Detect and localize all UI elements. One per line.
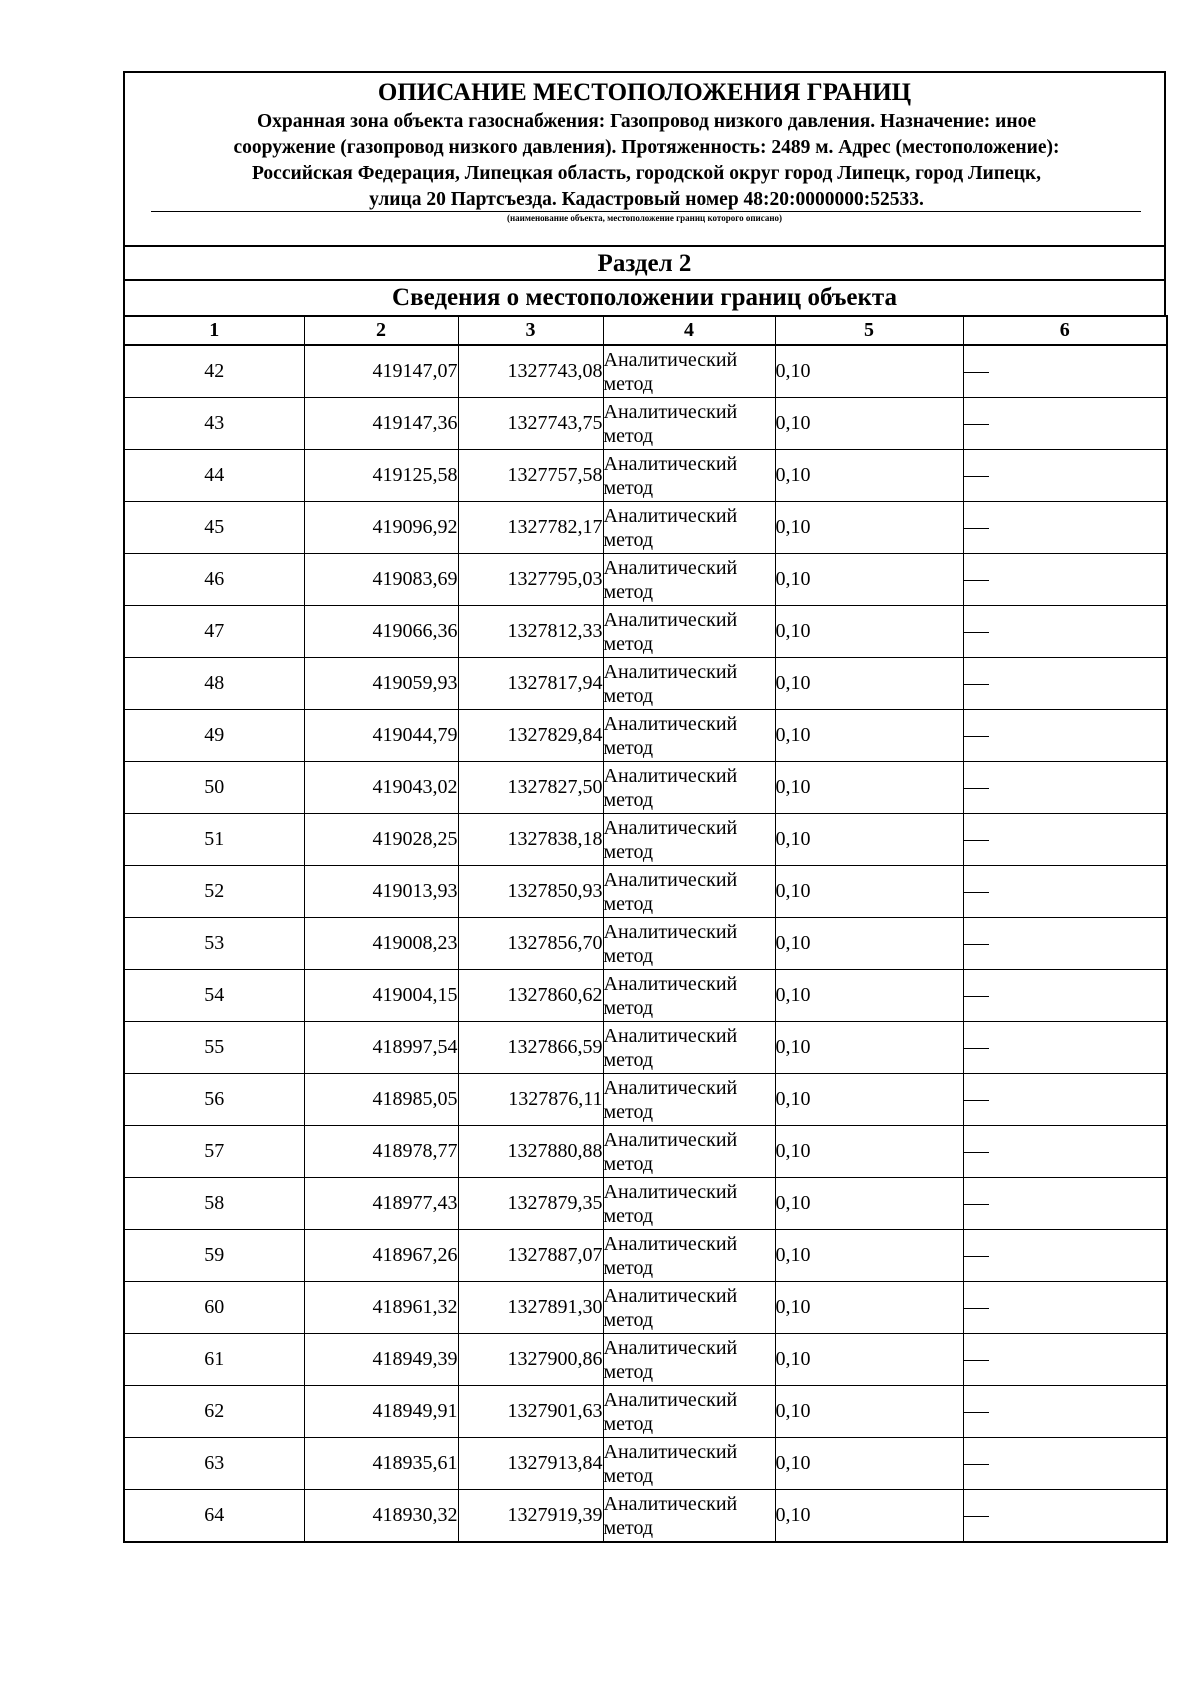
point-number-cell: 61 bbox=[124, 1334, 304, 1386]
table-row bbox=[124, 1126, 1167, 1178]
object-caption: (наименование объекта, местоположение границ которого описано) bbox=[506, 213, 783, 223]
description-cell bbox=[963, 1438, 1167, 1490]
x-coordinate-cell: 419044,79 bbox=[304, 710, 458, 762]
point-number-cell: 57 bbox=[124, 1126, 304, 1178]
object-description-line: Охранная зона объекта газоснабжения: Газопровод низкого давления. Назначение: иное bbox=[257, 111, 1036, 132]
empty-dash bbox=[964, 476, 989, 477]
point-number-cell: 46 bbox=[124, 554, 304, 606]
point-number-cell: 58 bbox=[124, 1178, 304, 1230]
method-cell: Аналитический метод bbox=[603, 1126, 775, 1178]
empty-dash bbox=[964, 1412, 989, 1413]
header-box bbox=[123, 71, 1166, 316]
x-coordinate-cell: 419083,69 bbox=[304, 554, 458, 606]
point-number-cell: 54 bbox=[124, 970, 304, 1022]
point-number-cell: 56 bbox=[124, 1074, 304, 1126]
empty-dash bbox=[964, 1048, 989, 1049]
description-cell bbox=[963, 710, 1167, 762]
point-number-cell: 59 bbox=[124, 1230, 304, 1282]
accuracy-cell: 0,10 bbox=[775, 398, 963, 450]
table-row bbox=[124, 1490, 1167, 1543]
x-coordinate-cell: 418997,54 bbox=[304, 1022, 458, 1074]
description-cell bbox=[963, 658, 1167, 710]
table-row bbox=[124, 762, 1167, 814]
accuracy-cell: 0,10 bbox=[775, 1074, 963, 1126]
description-cell bbox=[963, 606, 1167, 658]
table-row bbox=[124, 1178, 1167, 1230]
accuracy-cell: 0,10 bbox=[775, 710, 963, 762]
y-coordinate-cell: 1327743,75 bbox=[458, 398, 603, 450]
method-cell: Аналитический метод bbox=[603, 1230, 775, 1282]
accuracy-cell: 0,10 bbox=[775, 1178, 963, 1230]
method-cell: Аналитический метод bbox=[603, 606, 775, 658]
accuracy-cell: 0,10 bbox=[775, 762, 963, 814]
description-cell bbox=[963, 345, 1167, 398]
table-body bbox=[124, 345, 1167, 1542]
empty-dash bbox=[964, 528, 989, 529]
accuracy-cell: 0,10 bbox=[775, 1230, 963, 1282]
description-cell bbox=[963, 1074, 1167, 1126]
empty-dash bbox=[964, 580, 989, 581]
method-cell: Аналитический метод bbox=[603, 814, 775, 866]
description-cell bbox=[963, 970, 1167, 1022]
y-coordinate-cell: 1327866,59 bbox=[458, 1022, 603, 1074]
table-row bbox=[124, 502, 1167, 554]
empty-dash bbox=[964, 892, 989, 893]
method-cell: Аналитический метод bbox=[603, 866, 775, 918]
accuracy-cell: 0,10 bbox=[775, 502, 963, 554]
column-header: 4 bbox=[603, 316, 775, 345]
x-coordinate-cell: 419028,25 bbox=[304, 814, 458, 866]
table-row bbox=[124, 658, 1167, 710]
table-row bbox=[124, 606, 1167, 658]
underline-rule bbox=[151, 211, 1141, 212]
column-header: 3 bbox=[458, 316, 603, 345]
object-description-line: сооружение (газопровод низкого давления). Протяженность: 2489 м. Адрес (местоположение): bbox=[233, 137, 1060, 158]
x-coordinate-cell: 419008,23 bbox=[304, 918, 458, 970]
point-number-cell: 47 bbox=[124, 606, 304, 658]
method-cell: Аналитический метод bbox=[603, 918, 775, 970]
y-coordinate-cell: 1327887,07 bbox=[458, 1230, 603, 1282]
table-row bbox=[124, 1386, 1167, 1438]
table-row bbox=[124, 1022, 1167, 1074]
point-number-cell: 44 bbox=[124, 450, 304, 502]
x-coordinate-cell: 418930,32 bbox=[304, 1490, 458, 1543]
empty-dash bbox=[964, 1360, 989, 1361]
accuracy-cell: 0,10 bbox=[775, 1386, 963, 1438]
description-cell bbox=[963, 1230, 1167, 1282]
description-cell bbox=[963, 502, 1167, 554]
y-coordinate-cell: 1327913,84 bbox=[458, 1438, 603, 1490]
empty-dash bbox=[964, 788, 989, 789]
point-number-cell: 60 bbox=[124, 1282, 304, 1334]
method-cell: Аналитический метод bbox=[603, 1490, 775, 1543]
empty-dash bbox=[964, 1256, 989, 1257]
description-cell bbox=[963, 866, 1167, 918]
object-description-line: улица 20 Партсъезда. Кадастровый номер 48:20:0000000:52533. bbox=[369, 189, 924, 210]
method-cell: Аналитический метод bbox=[603, 502, 775, 554]
y-coordinate-cell: 1327850,93 bbox=[458, 866, 603, 918]
x-coordinate-cell: 419013,93 bbox=[304, 866, 458, 918]
description-cell bbox=[963, 1282, 1167, 1334]
point-number-cell: 45 bbox=[124, 502, 304, 554]
point-number-cell: 48 bbox=[124, 658, 304, 710]
table-row bbox=[124, 1438, 1167, 1490]
description-cell bbox=[963, 1126, 1167, 1178]
y-coordinate-cell: 1327827,50 bbox=[458, 762, 603, 814]
method-cell: Аналитический метод bbox=[603, 1282, 775, 1334]
method-cell: Аналитический метод bbox=[603, 658, 775, 710]
empty-dash bbox=[964, 1308, 989, 1309]
method-cell: Аналитический метод bbox=[603, 1386, 775, 1438]
x-coordinate-cell: 418977,43 bbox=[304, 1178, 458, 1230]
object-description bbox=[169, 109, 1124, 213]
method-cell: Аналитический метод bbox=[603, 554, 775, 606]
table-row bbox=[124, 450, 1167, 502]
empty-dash bbox=[964, 1100, 989, 1101]
accuracy-cell: 0,10 bbox=[775, 450, 963, 502]
y-coordinate-cell: 1327812,33 bbox=[458, 606, 603, 658]
table-row bbox=[124, 814, 1167, 866]
x-coordinate-cell: 418935,61 bbox=[304, 1438, 458, 1490]
empty-dash bbox=[964, 684, 989, 685]
y-coordinate-cell: 1327879,35 bbox=[458, 1178, 603, 1230]
y-coordinate-cell: 1327860,62 bbox=[458, 970, 603, 1022]
empty-dash bbox=[964, 736, 989, 737]
accuracy-cell: 0,10 bbox=[775, 554, 963, 606]
method-cell: Аналитический метод bbox=[603, 345, 775, 398]
method-cell: Аналитический метод bbox=[603, 762, 775, 814]
method-cell: Аналитический метод bbox=[603, 450, 775, 502]
x-coordinate-cell: 418967,26 bbox=[304, 1230, 458, 1282]
accuracy-cell: 0,10 bbox=[775, 918, 963, 970]
y-coordinate-cell: 1327829,84 bbox=[458, 710, 603, 762]
accuracy-cell: 0,10 bbox=[775, 658, 963, 710]
empty-dash bbox=[964, 632, 989, 633]
description-cell bbox=[963, 814, 1167, 866]
accuracy-cell: 0,10 bbox=[775, 1438, 963, 1490]
y-coordinate-cell: 1327838,18 bbox=[458, 814, 603, 866]
empty-dash bbox=[964, 1464, 989, 1465]
table-row bbox=[124, 710, 1167, 762]
column-header: 6 bbox=[963, 316, 1167, 345]
point-number-cell: 43 bbox=[124, 398, 304, 450]
document-title: ОПИСАНИЕ МЕСТОПОЛОЖЕНИЯ ГРАНИЦ bbox=[377, 79, 912, 106]
y-coordinate-cell: 1327782,17 bbox=[458, 502, 603, 554]
empty-dash bbox=[964, 996, 989, 997]
method-cell: Аналитический метод bbox=[603, 1022, 775, 1074]
y-coordinate-cell: 1327743,08 bbox=[458, 345, 603, 398]
method-cell: Аналитический метод bbox=[603, 970, 775, 1022]
accuracy-cell: 0,10 bbox=[775, 866, 963, 918]
table-row bbox=[124, 970, 1167, 1022]
accuracy-cell: 0,10 bbox=[775, 1022, 963, 1074]
x-coordinate-cell: 419004,15 bbox=[304, 970, 458, 1022]
column-header: 1 bbox=[124, 316, 304, 345]
coordinates-table bbox=[123, 315, 1168, 1543]
x-coordinate-cell: 419043,02 bbox=[304, 762, 458, 814]
y-coordinate-cell: 1327891,30 bbox=[458, 1282, 603, 1334]
x-coordinate-cell: 418978,77 bbox=[304, 1126, 458, 1178]
x-coordinate-cell: 418949,39 bbox=[304, 1334, 458, 1386]
document-frame bbox=[123, 71, 1166, 1541]
method-cell: Аналитический метод bbox=[603, 1074, 775, 1126]
description-cell bbox=[963, 450, 1167, 502]
x-coordinate-cell: 419066,36 bbox=[304, 606, 458, 658]
point-number-cell: 64 bbox=[124, 1490, 304, 1543]
method-cell: Аналитический метод bbox=[603, 398, 775, 450]
table-header-row bbox=[124, 316, 1167, 345]
description-cell bbox=[963, 762, 1167, 814]
y-coordinate-cell: 1327880,88 bbox=[458, 1126, 603, 1178]
column-header: 5 bbox=[775, 316, 963, 345]
empty-dash bbox=[964, 944, 989, 945]
x-coordinate-cell: 419125,58 bbox=[304, 450, 458, 502]
y-coordinate-cell: 1327856,70 bbox=[458, 918, 603, 970]
table-row bbox=[124, 1230, 1167, 1282]
table-row bbox=[124, 866, 1167, 918]
empty-dash bbox=[964, 424, 989, 425]
x-coordinate-cell: 419147,07 bbox=[304, 345, 458, 398]
description-cell bbox=[963, 1490, 1167, 1543]
point-number-cell: 49 bbox=[124, 710, 304, 762]
accuracy-cell: 0,10 bbox=[775, 606, 963, 658]
section-title: Раздел 2 bbox=[125, 245, 1164, 280]
description-cell bbox=[963, 1334, 1167, 1386]
x-coordinate-cell: 419096,92 bbox=[304, 502, 458, 554]
accuracy-cell: 0,10 bbox=[775, 1282, 963, 1334]
x-coordinate-cell: 418985,05 bbox=[304, 1074, 458, 1126]
section-subtitle: Сведения о местоположении границ объекта bbox=[125, 279, 1164, 317]
method-cell: Аналитический метод bbox=[603, 710, 775, 762]
empty-dash bbox=[964, 1204, 989, 1205]
column-header: 2 bbox=[304, 316, 458, 345]
point-number-cell: 42 bbox=[124, 345, 304, 398]
empty-dash bbox=[964, 372, 989, 373]
table-row bbox=[124, 554, 1167, 606]
y-coordinate-cell: 1327817,94 bbox=[458, 658, 603, 710]
method-cell: Аналитический метод bbox=[603, 1438, 775, 1490]
y-coordinate-cell: 1327900,86 bbox=[458, 1334, 603, 1386]
point-number-cell: 53 bbox=[124, 918, 304, 970]
description-cell bbox=[963, 1022, 1167, 1074]
description-cell bbox=[963, 1178, 1167, 1230]
accuracy-cell: 0,10 bbox=[775, 1126, 963, 1178]
table-row bbox=[124, 345, 1167, 398]
point-number-cell: 52 bbox=[124, 866, 304, 918]
y-coordinate-cell: 1327876,11 bbox=[458, 1074, 603, 1126]
x-coordinate-cell: 419147,36 bbox=[304, 398, 458, 450]
point-number-cell: 50 bbox=[124, 762, 304, 814]
y-coordinate-cell: 1327795,03 bbox=[458, 554, 603, 606]
y-coordinate-cell: 1327757,58 bbox=[458, 450, 603, 502]
description-cell bbox=[963, 918, 1167, 970]
point-number-cell: 55 bbox=[124, 1022, 304, 1074]
description-cell bbox=[963, 1386, 1167, 1438]
empty-dash bbox=[964, 1152, 989, 1153]
table-row bbox=[124, 1282, 1167, 1334]
object-description-line: Российская Федерация, Липецкая область, городской округ город Липецк, город Липецк, bbox=[252, 163, 1041, 184]
table-row bbox=[124, 1074, 1167, 1126]
x-coordinate-cell: 418949,91 bbox=[304, 1386, 458, 1438]
method-cell: Аналитический метод bbox=[603, 1178, 775, 1230]
table-row bbox=[124, 918, 1167, 970]
accuracy-cell: 0,10 bbox=[775, 970, 963, 1022]
point-number-cell: 62 bbox=[124, 1386, 304, 1438]
point-number-cell: 63 bbox=[124, 1438, 304, 1490]
point-number-cell: 51 bbox=[124, 814, 304, 866]
x-coordinate-cell: 419059,93 bbox=[304, 658, 458, 710]
description-cell bbox=[963, 398, 1167, 450]
accuracy-cell: 0,10 bbox=[775, 814, 963, 866]
description-cell bbox=[963, 554, 1167, 606]
table-row bbox=[124, 398, 1167, 450]
y-coordinate-cell: 1327919,39 bbox=[458, 1490, 603, 1543]
x-coordinate-cell: 418961,32 bbox=[304, 1282, 458, 1334]
accuracy-cell: 0,10 bbox=[775, 345, 963, 398]
method-cell: Аналитический метод bbox=[603, 1334, 775, 1386]
accuracy-cell: 0,10 bbox=[775, 1490, 963, 1543]
empty-dash bbox=[964, 1516, 989, 1517]
y-coordinate-cell: 1327901,63 bbox=[458, 1386, 603, 1438]
accuracy-cell: 0,10 bbox=[775, 1334, 963, 1386]
empty-dash bbox=[964, 840, 989, 841]
table-row bbox=[124, 1334, 1167, 1386]
